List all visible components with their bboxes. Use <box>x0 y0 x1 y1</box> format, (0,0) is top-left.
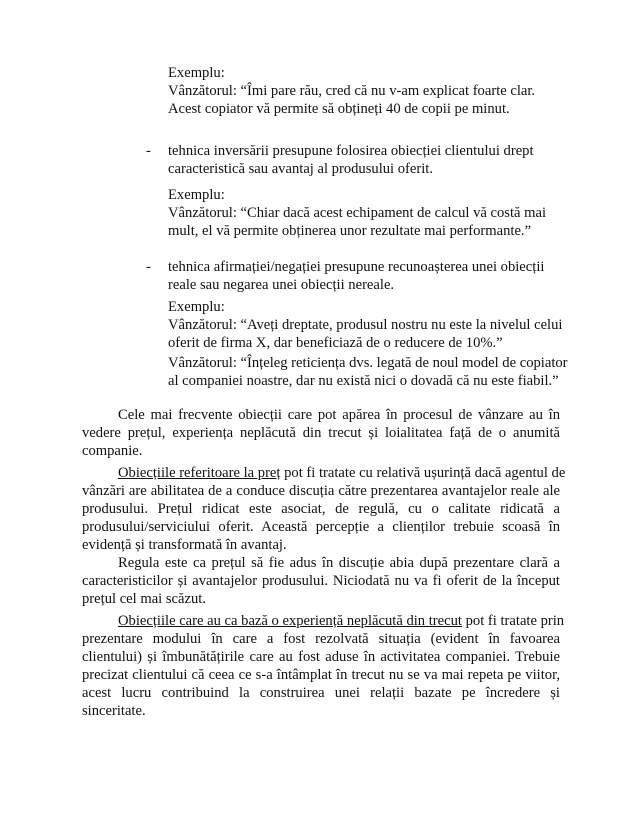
example-line: Vânzătorul: “Chiar dacă acest echipament de calcul vă costă mai <box>168 205 547 221</box>
example-block-discount <box>168 298 568 352</box>
example-block-reliability <box>168 354 568 390</box>
paragraph-line: acest lucru contribuind la construirea unei relații bazate pe încredere și <box>82 685 560 701</box>
example-line: mult, el vă permite obținerea unor rezultate mai performante.” <box>168 223 532 239</box>
paragraph-line: produsului. Prețul ridicat este asociat, de regulă, cu o calitate ridicată a <box>82 501 560 517</box>
paragraph-price-objections <box>82 464 566 554</box>
bullet-dash: - <box>146 259 151 275</box>
paragraph-line: companie. <box>82 443 143 459</box>
bullet-text <box>168 258 563 294</box>
paragraph-line: precizat clientului că ceea ce s-a întâmplat în trecut nu se va mai repeta pe viitor, <box>82 667 560 683</box>
paragraph-line: Cele mai frecvente obiecții care pot apărea în procesul de vânzare au în <box>118 407 560 423</box>
example-line: Vânzătorul: “Înțeleg reticiența dvs. legată de noul model de copiator <box>168 355 568 371</box>
example-block-calculator <box>168 186 568 240</box>
paragraph-text: pot fi tratate cu relativă ușurință dacă agentul de <box>280 465 566 481</box>
paragraph-line <box>82 612 565 630</box>
paragraph-price-rule <box>82 554 560 608</box>
example-label: Exemplu: <box>168 187 225 203</box>
example-line: Vânzătorul: “Îmi pare rău, cred că nu v-am explicat foarte clar. <box>168 83 536 99</box>
example-block-copier-speed <box>168 64 568 118</box>
paragraph-line <box>82 464 566 482</box>
example-line: oferit de firma X, dar beneficiază de o reducere de 10%.” <box>168 335 503 351</box>
paragraph-line: vânzări are abilitatea de a conduce discuția către prezentarea avantajelor reale ale <box>82 483 560 499</box>
paragraph-line: vedere prețul, experiența neplăcută din trecut și loialitatea față de o anumită <box>82 425 560 441</box>
bullet-text <box>168 142 563 178</box>
paragraph-line: clientului) și îmbunătățirile care au fost aduse în activitatea companiei. Trebuie <box>82 649 560 665</box>
bullet-line: caracteristică sau avantaj al produsului oferit. <box>168 161 434 177</box>
paragraph-line: Regula este ca prețul să fie adus în discuție abia după prezentare clară a <box>118 555 560 571</box>
paragraph-line: prezentare modului în care a fost rezolvată situația (evident în favoarea <box>82 631 560 647</box>
paragraph-line: caracteristicilor și avantajelor produsului. Niciodată nu va fi oferit de la început <box>82 573 560 589</box>
paragraph-line: produsului/serviciului oferit. Această percepție a clienților trebuie scoasă în <box>82 519 560 535</box>
example-line: Acest copiator vă permite să obțineți 40 de copii pe minut. <box>168 101 510 117</box>
example-line: Vânzătorul: “Aveți dreptate, produsul nostru nu este la nivelul celui <box>168 317 563 333</box>
example-line: al companiei noastre, dar nu există nici o dovadă că nu este fiabil.” <box>168 373 559 389</box>
bullet-dash: - <box>146 143 151 159</box>
bullet-line: tehnica afirmației/negației presupune recunoașterea unei obiecții <box>168 259 545 275</box>
paragraph-line: prețul cel mai scăzut. <box>82 591 206 607</box>
paragraph-line: evidență și transformată în avantaj. <box>82 537 287 553</box>
paragraph-experience-objections <box>82 612 565 720</box>
underlined-heading: Obiecțiile referitoare la preț <box>118 465 281 481</box>
bullet-line: reale sau negarea unei obiecții nereale. <box>168 277 395 293</box>
paragraph-frequent-objections <box>82 406 560 460</box>
paragraph-line: sinceritate. <box>82 703 146 719</box>
underlined-heading: Obiecțiile care au ca bază o experiență neplăcută din trecut <box>118 613 462 629</box>
example-label: Exemplu: <box>168 65 225 81</box>
paragraph-text: pot fi tratate prin <box>461 613 565 629</box>
bullet-line: tehnica inversării presupune folosirea obiecției clientului drept <box>168 143 534 159</box>
example-label: Exemplu: <box>168 299 225 315</box>
